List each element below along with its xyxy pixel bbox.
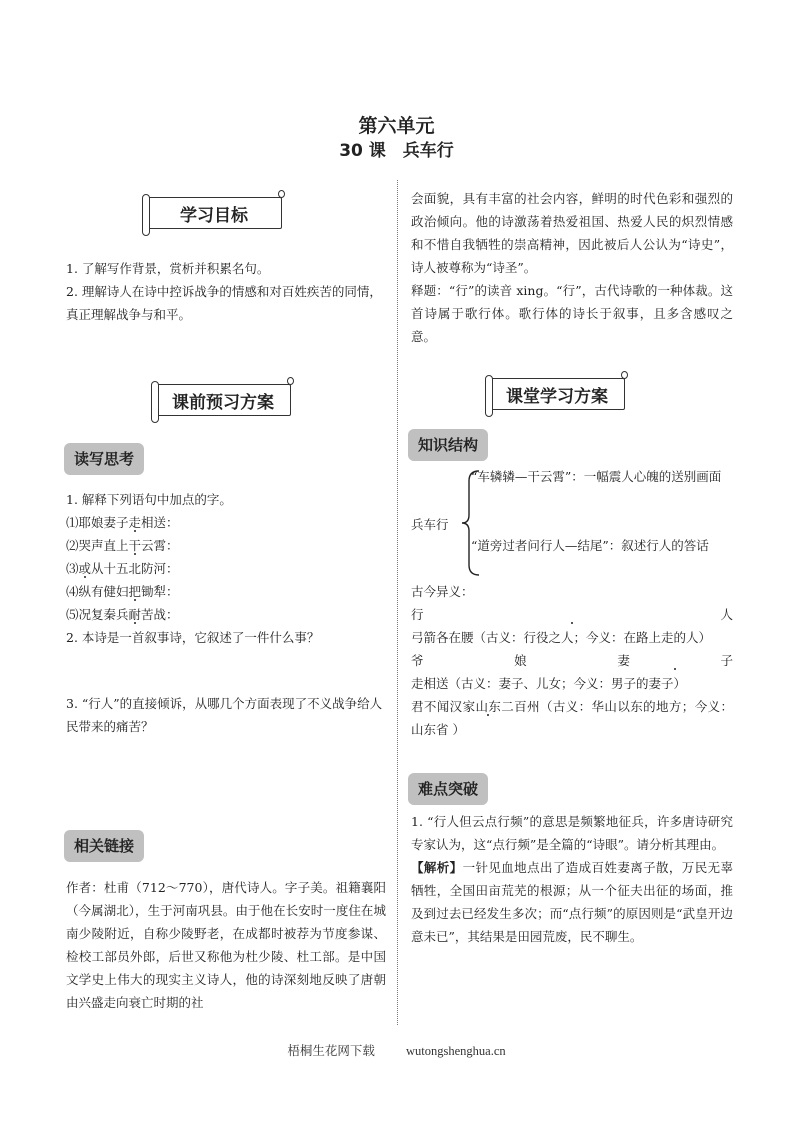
scroll-banner-class [489, 378, 625, 410]
badge-related-links: 相关链接 [64, 830, 144, 862]
analysis-text: 一针见血地点出了造成百姓妻离子散，万民无辜牺牲，全国田亩荒芜的根源；从一个征夫出征的场面，推及到过去已经发生多次；而“点行频”的原因则是“武皇开边意未已”，其结果是田园荒废，民不聊生。 [411, 860, 733, 944]
question-1: 1. 解释下列语句中加点的字。 [66, 492, 232, 507]
structure-root: 兵车行 [411, 517, 449, 532]
analysis [411, 856, 733, 948]
author-bio: 作者：杜甫（712～770），唐代诗人。字子美。祖籍襄阳（今属湖北），生于河南巩县。由于他在长安时一度住在城南少陵附近，自称少陵野老，在成都时被荐为节度参谋、检校工部员外郎，后世又称他为杜少陵、杜工部。是中国文学史上伟大的现实主义诗人，他的诗深刻地反映了唐朝由兴盛走向衰亡时期的社 [66, 880, 386, 1010]
scroll-banner-goals [146, 197, 282, 229]
q1-item-1: ⑴耶娘妻子走相送： [66, 515, 179, 530]
goals-title: 学习目标 [180, 205, 248, 226]
q1-item-5: ⑸况复秦兵耐苦战： [66, 607, 179, 622]
question-3: 3. “行人”的直接倾诉，从哪几个方面表现了不义战争给人民带来的痛苦？ [66, 696, 383, 734]
gujin-item: 行人弓箭各在腰（古义：行役之人；今义：在路上走的人） [411, 607, 733, 645]
badge-read-think: 读写思考 [64, 443, 144, 475]
unit-title: 第六单元 [358, 115, 435, 137]
page-footer [0, 1041, 793, 1059]
preview-title: 课前预习方案 [172, 392, 274, 413]
preview-questions [66, 488, 384, 649]
page-header [0, 113, 793, 163]
goal-item: 2. 理解诗人在诗中控诉战争的情感和对百姓疾苦的同情，真正理解战争与和平。 [66, 284, 382, 322]
gujin-title: 古今异义： [411, 584, 474, 599]
difficulty-section [411, 810, 733, 948]
ancient-modern-meanings [411, 580, 733, 741]
class-title: 课堂学习方案 [506, 386, 608, 407]
column-divider [397, 180, 398, 1025]
author-bio-continued: 会面貌，具有丰富的社会内容，鲜明的时代色彩和强烈的政治倾向。他的诗激荡着热爱祖国、热爱人民的炽烈情感和不惜自我牺牲的崇高精神，因此被后人公认为“诗史”，诗人被尊称为“诗圣”。 释题：“行”的读音 xing。“行”，古代诗歌的一种体裁。这首诗属于歌行体。歌行体的诗长于叙事，且多含感叹之意。 [411, 187, 733, 348]
lesson-title: 30 课 兵车行 [339, 141, 454, 161]
structure-branch-1: “车辚辚—干云霄”：一幅震人心魄的送别画面 [471, 469, 722, 484]
badge-knowledge-structure: 知识结构 [408, 429, 488, 461]
q1-item-4: ⑷纵有健妇把锄犁： [66, 584, 179, 599]
analysis-label: 【解析】 [411, 860, 463, 875]
knowledge-structure-diagram [411, 465, 736, 580]
structure-branch-2: “道旁过者问行人—结尾”：叙述行人的答话 [471, 538, 709, 553]
gujin-item: 爷娘妻子走相送（古义：妻子、儿女；今义：男子的妻子） [411, 653, 733, 691]
scroll-banner-preview [155, 384, 291, 416]
footer-site-name: 梧桐生花网下载 [287, 1044, 375, 1058]
title-explanation: 释题：“行”的读音 xing。“行”，古代诗歌的一种体裁。这首诗属于歌行体。歌行体的诗长于叙事，且多含感叹之意。 [411, 283, 733, 344]
goal-item: 1. 了解写作背景，赏析并积累名句。 [66, 261, 270, 276]
difficulty-question: 1. “行人但云点行频”的意思是频繁地征兵，许多唐诗研究专家认为，这“点行频”是全篇的“诗眼”。请分析其理由。 [411, 814, 733, 852]
question-2: 2. 本诗是一首叙事诗，它叙述了一件什么事？ [66, 630, 320, 645]
goals-list [66, 257, 384, 326]
badge-difficulty: 难点突破 [408, 773, 488, 805]
gujin-item: 君不闻汉家山东二百州（古义：华山以东的地方；今义：山东省 ） [411, 699, 733, 737]
q1-item-3: ⑶或从十五北防河： [66, 561, 179, 576]
footer-site-url[interactable]: wutongshenghua.cn [406, 1044, 506, 1058]
q1-item-2: ⑵哭声直上干云霄： [66, 538, 179, 553]
